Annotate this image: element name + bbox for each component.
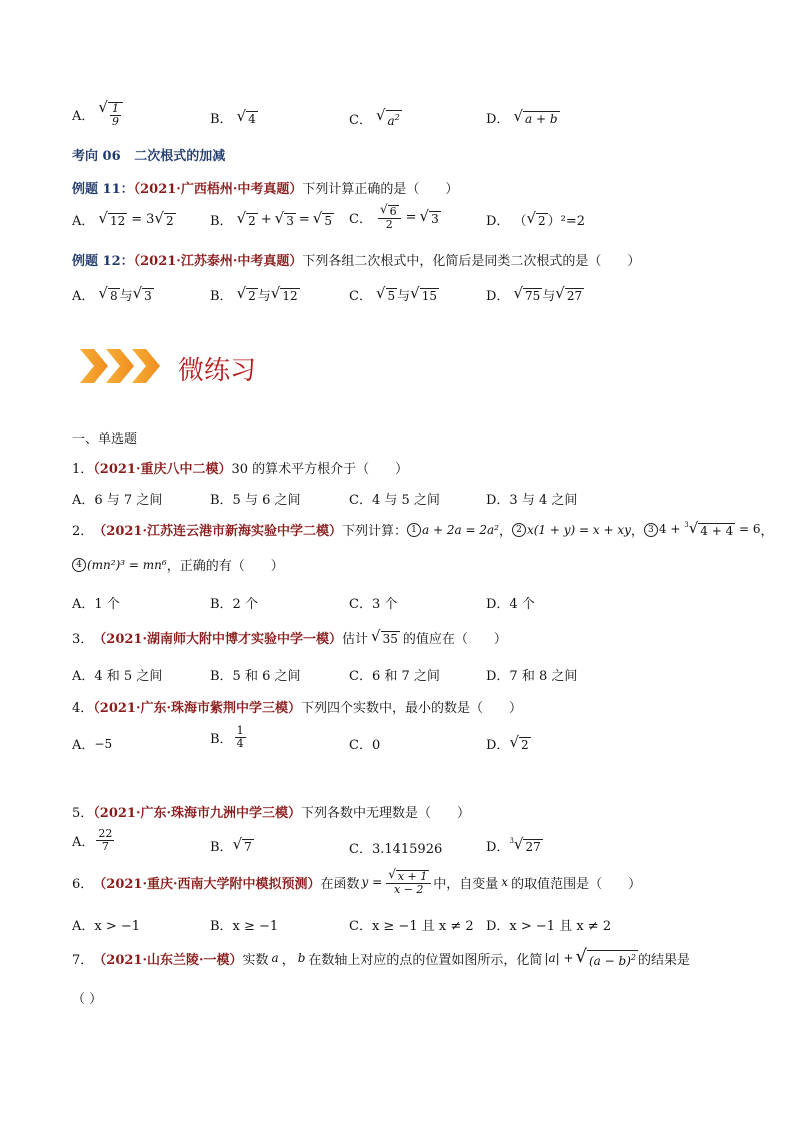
question-stem: 下列各数中无理数是（ ） — [301, 806, 471, 821]
question-source: （2021·重庆八中二模） — [93, 462, 232, 477]
q1-option-a: A．6 与 7 之间 — [72, 493, 163, 508]
q5-option-d: D． $^3$√ 27 — [486, 835, 541, 855]
function-fraction: √ x + 1 x − 2 — [386, 868, 431, 896]
math-expression: (mn²)³ = mn⁶ — [87, 557, 167, 572]
q5-option-a: A． $\frac{22}{7}$ — [72, 827, 113, 853]
question-number: 6． — [72, 876, 94, 892]
sqrt-expression: √ $\frac{1}{9}$ — [98, 100, 123, 128]
example-prefix: 例题 12： — [72, 254, 134, 269]
fraction: √ 6 2 — [378, 203, 401, 231]
q1-option-d: D．3 与 4 之间 — [486, 493, 578, 508]
question-2-cont — [72, 555, 284, 574]
ex11-option-b: B． √ 2 + √ 3 = √ 5 — [210, 209, 332, 229]
practice-title: 微练习 — [178, 356, 257, 386]
q4-option-b: B． $\frac{1}{4}$ — [210, 724, 244, 750]
question-source: （2021·江苏泰州·中考真题） — [133, 254, 303, 269]
option-label: A． — [72, 289, 95, 304]
q6-option-a: A．x > −1 — [72, 919, 141, 934]
section-label: 考向 06 — [72, 149, 121, 164]
option-label: C． — [349, 289, 372, 304]
q4-option-d: D． √ 2 — [486, 733, 529, 753]
question-stem: 30 的算术平方根介于（ ） — [231, 462, 409, 477]
option-c — [349, 108, 402, 128]
ex12-option-b: B． √ 2 与 √ 12 — [210, 284, 298, 304]
q3-option-c: C．6 和 7 之间 — [349, 669, 440, 684]
fraction: $\frac{1}{4}$ — [236, 724, 244, 750]
question-stem: 估计 — [342, 632, 369, 647]
example-11 — [72, 178, 458, 197]
sqrt-expression: √ a + b — [513, 107, 558, 126]
question-source: （2021·江苏连云港市新海实验中学二模） — [93, 524, 342, 539]
option-b — [210, 108, 258, 127]
question-stem: 下列计算： — [342, 524, 408, 539]
question-6: 6． （2021·重庆·西南大学附中模拟预测） 在函数 y = √ x + 1 x − 2 中，自变量 x 的取值范围是（ ） — [72, 867, 642, 896]
question-source: （2021·广西梧州·中考真题） — [133, 182, 303, 197]
ex12-option-c: C． √ 5 与 √ 15 — [349, 284, 438, 304]
question-stem: 下列计算正确的是（ ） — [302, 182, 459, 197]
sqrt-expression: √ 35 — [371, 627, 398, 646]
option-label: C． — [349, 211, 372, 227]
option-label: D． — [486, 289, 510, 304]
q2-option-a: A．1 个 — [72, 597, 120, 612]
ex12-option-d: D． √ 75 与 √ 27 — [486, 284, 583, 304]
sqrt-expression: √ 2 — [154, 209, 174, 228]
question-source: （2021·广东·珠海市紫荆中学三模） — [93, 701, 302, 716]
question-stem: 中，自变量 — [433, 876, 499, 892]
sqrt-expression: √ 2 — [236, 209, 256, 228]
q4-option-c: C．0 — [349, 738, 381, 753]
question-source: （2021·山东兰陵·一模） — [93, 952, 243, 968]
sqrt-expression: √ 4 — [236, 107, 256, 126]
question-stem: 的值应在（ ） — [402, 632, 507, 647]
question-5 — [72, 802, 470, 821]
option-d — [486, 108, 560, 127]
circled-number: 1 — [407, 523, 421, 537]
sqrt-expression: √ 3 — [274, 209, 294, 228]
option-label: C． — [349, 112, 372, 128]
sqrt-expression: √ 5 — [312, 209, 332, 228]
q2-option-c: C．3 个 — [349, 597, 398, 612]
option-label: B． — [210, 214, 233, 229]
option-label: B． — [210, 112, 233, 127]
question-stem: 下列各组二次根式中，化简后是同类二次根式的是（ ） — [302, 254, 641, 269]
ex11-option-c: C． √ 6 2 = √ 3 — [349, 202, 439, 231]
q1-option-c: C．4 与 5 之间 — [349, 493, 440, 508]
ex11-option-d: D． （ √ 2 ）²=2 — [486, 209, 586, 229]
question-stem: 的结果是 — [637, 952, 690, 968]
q2-option-d: D．4 个 — [486, 597, 535, 612]
q5-option-c: C．3.1415926 — [349, 842, 443, 857]
question-stem: 实数 — [242, 952, 269, 968]
sqrt-expression: √ $(a - b)^2$ — [575, 946, 636, 968]
ex11-option-a: A． √ 12 = 3 √ 2 — [72, 209, 174, 229]
question-source: （2021·湖南师大附中博才实验中学一模） — [93, 632, 342, 647]
q6-option-b: B．x ≥ −1 — [210, 919, 279, 934]
option-label: D． — [486, 214, 510, 229]
sqrt-expression: √ $a^2$ — [375, 106, 400, 128]
option-label: A． — [72, 108, 95, 124]
question-2: 2． （2021·江苏连云港市新海实验中学二模） 下列计算： 1 a + 2a = 2a² ， 2 x(1 + y) = x + xy ， 3 4 + $^3$√ 4 + 4 = 6 ， — [72, 519, 774, 539]
question-stem: 在数轴上对应的点的位置如图所示，化简 — [308, 952, 543, 968]
question-number: 4． — [72, 701, 94, 716]
sqrt-expression: √ 3 — [419, 206, 439, 226]
q6-option-c: C．x ≥ −1 且 x ≠ 2 — [349, 919, 474, 934]
chevron-arrows-icon — [80, 347, 164, 385]
circled-number: 3 — [644, 523, 658, 537]
q1-option-b: B．5 与 6 之间 — [210, 493, 301, 508]
example-prefix: 例题 11： — [72, 182, 134, 197]
section-heading: 一、单选题 — [72, 432, 138, 447]
question-number: 2． — [72, 524, 94, 539]
example-12 — [72, 250, 640, 269]
option-label: D． — [486, 112, 510, 127]
circled-number: 2 — [512, 523, 526, 537]
q3-option-d: D．7 和 8 之间 — [486, 669, 578, 684]
section-title: 二次根式的加减 — [134, 149, 226, 164]
math-expression: 4 + $^3$√ 4 + 4 = 6 — [658, 519, 761, 538]
section-heading — [72, 145, 225, 164]
question-tail: ，正确的有（ ） — [166, 559, 284, 574]
question-number: 1． — [72, 462, 94, 477]
question-stem: 下列四个实数中，最小的数是（ ） — [301, 701, 523, 716]
question-number: 3． — [72, 632, 94, 647]
question-4 — [72, 697, 522, 716]
q5-option-b: B． √ 7 — [210, 835, 252, 855]
math-expression: a + 2a = 2a² — [422, 522, 499, 537]
option-label: B． — [210, 289, 233, 304]
q2-option-b: B．2 个 — [210, 597, 258, 612]
option-label: A． — [72, 214, 95, 229]
q3-option-a: A．4 和 5 之间 — [72, 669, 163, 684]
fraction: $\frac{22}{7}$ — [98, 827, 113, 853]
option-a — [72, 100, 123, 128]
question-1 — [72, 458, 408, 477]
ex12-option-a: A． √ 8 与 √ 3 — [72, 284, 152, 304]
question-7-tail: （ ） — [72, 992, 103, 1007]
q6-option-d: D．x > −1 且 x ≠ 2 — [486, 919, 612, 934]
question-number: 5． — [72, 806, 94, 821]
question-3 — [72, 628, 507, 647]
q4-option-a: A． −5 — [72, 736, 113, 753]
math-expression: x(1 + y) = x + xy — [526, 522, 631, 537]
question-source: （2021·广东·珠海市九洲中学三模） — [93, 806, 302, 821]
sqrt-expression: √ 2 — [526, 209, 546, 228]
question-7: 7． （2021·山东兰陵·一模） 实数 a ， b 在数轴上对应的点的位置如图所示，化简 |a| + √ $(a - b)^2$ 的结果是 — [72, 946, 690, 968]
question-source: （2021·重庆·西南大学附中模拟预测） — [93, 876, 321, 892]
question-stem: 在函数 — [320, 876, 360, 892]
circled-number: 4 — [72, 558, 86, 572]
question-stem: 的取值范围是（ ） — [511, 876, 642, 892]
question-number: 7． — [72, 952, 94, 968]
q3-option-b: B．5 和 6 之间 — [210, 669, 301, 684]
sqrt-expression: √ 12 — [98, 209, 126, 228]
